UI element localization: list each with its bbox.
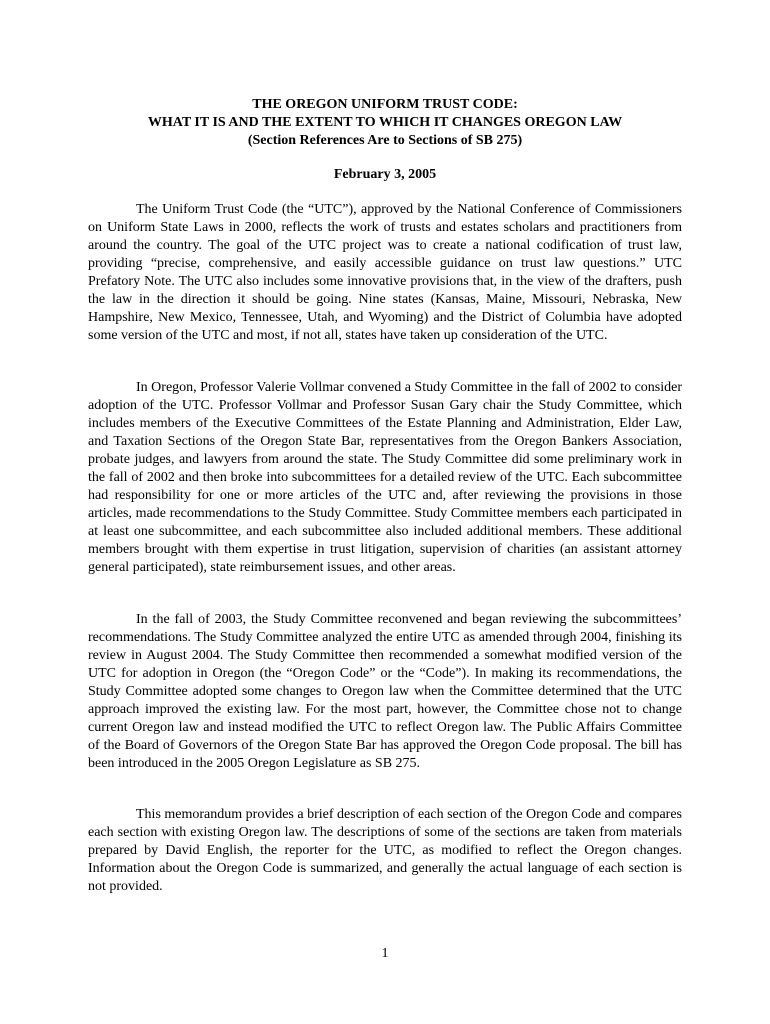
page-number: 1 [381, 946, 389, 961]
paragraph-memorandum-purpose: This memorandum provides a brief description of each section of the Oregon Code and compares each section with existing Oregon law. The descriptions of some of the sections are taken from materials prepared by David English, the reporter for the UTC, as modified to reflect the Oregon changes. Information about the Oregon Code is summarized, and generally the actual language of each section is not provided. [88, 807, 682, 894]
title-line-2: WHAT IT IS AND THE EXTENT TO WHICH IT CHANGES OREGON LAW [147, 115, 623, 130]
paragraph-utc-overview: The Uniform Trust Code (the “UTC”), approved by the National Conference of Commissioners on Uniform State Laws in 2000, reflects the work of trusts and estates scholars and practitioners from around the country. The goal of the UTC project was to create a national codification of trust law, providing “precise, comprehensive, and easily accessible guidance on trust law questions.” UTC Prefatory Note. The UTC also includes some innovative provisions that, in the view of the drafters, push the law in the direction it should be going. Nine states (Kansas, Maine, Missouri, Nebraska, New Hampshire, New Mexico, Tennessee, Utah, and Wyoming) and the District of Columbia have adopted some version of the UTC and most, if not all, states have taken up consideration of the UTC. [88, 202, 682, 343]
title-line-3: (Section References Are to Sections of SB 275) [247, 133, 523, 148]
document-title [88, 96, 682, 150]
paragraph-committee-review: In the fall of 2003, the Study Committee reconvened and began reviewing the subcommittees’ recommendations. The Study Committee analyzed the entire UTC as amended through 2004, finishing its review in August 2004. The Study Committee then recommended a somewhat modified version of the UTC for adoption in Oregon (the “Oregon Code” or the “Code”). In making its recommendations, the Study Committee adopted some changes to Oregon law when the Committee determined that the UTC approach improved the existing law. For the most part, however, the Committee chose not to change current Oregon law and instead modified the UTC to reflect Oregon law. The Public Affairs Committee of the Board of Governors of the Oregon State Bar has approved the Oregon Code proposal. The bill has been introduced in the 2005 Oregon Legislature as SB 275. [88, 612, 682, 771]
title-line-1: THE OREGON UNIFORM TRUST CODE: [252, 97, 518, 112]
document-date: February 3, 2005 [333, 167, 437, 182]
paragraph-oregon-study-committee: In Oregon, Professor Valerie Vollmar convened a Study Committee in the fall of 2002 to consider adoption of the UTC. Professor Vollmar and Professor Susan Gary chair the Study Committee, which includes members of the Executive Committees of the Estate Planning and Administration, Elder Law, and Taxation Sections of the Oregon State Bar, representatives from the Oregon Bankers Association, probate judges, and lawyers from around the state. The Study Committee did some preliminary work in the fall of 2002 and then broke into subcommittees for a detailed review of the UTC. Each subcommittee had responsibility for one or more articles of the UTC and, after reviewing the provisions in those articles, made recommendations to the Study Committee. Study Committee members each participated in at least one subcommittee, and each subcommittee also included additional members. These additional members brought with them expertise in trust litigation, supervision of charities (an assistant attorney general participated), state reimbursement issues, and other areas. [88, 380, 682, 575]
